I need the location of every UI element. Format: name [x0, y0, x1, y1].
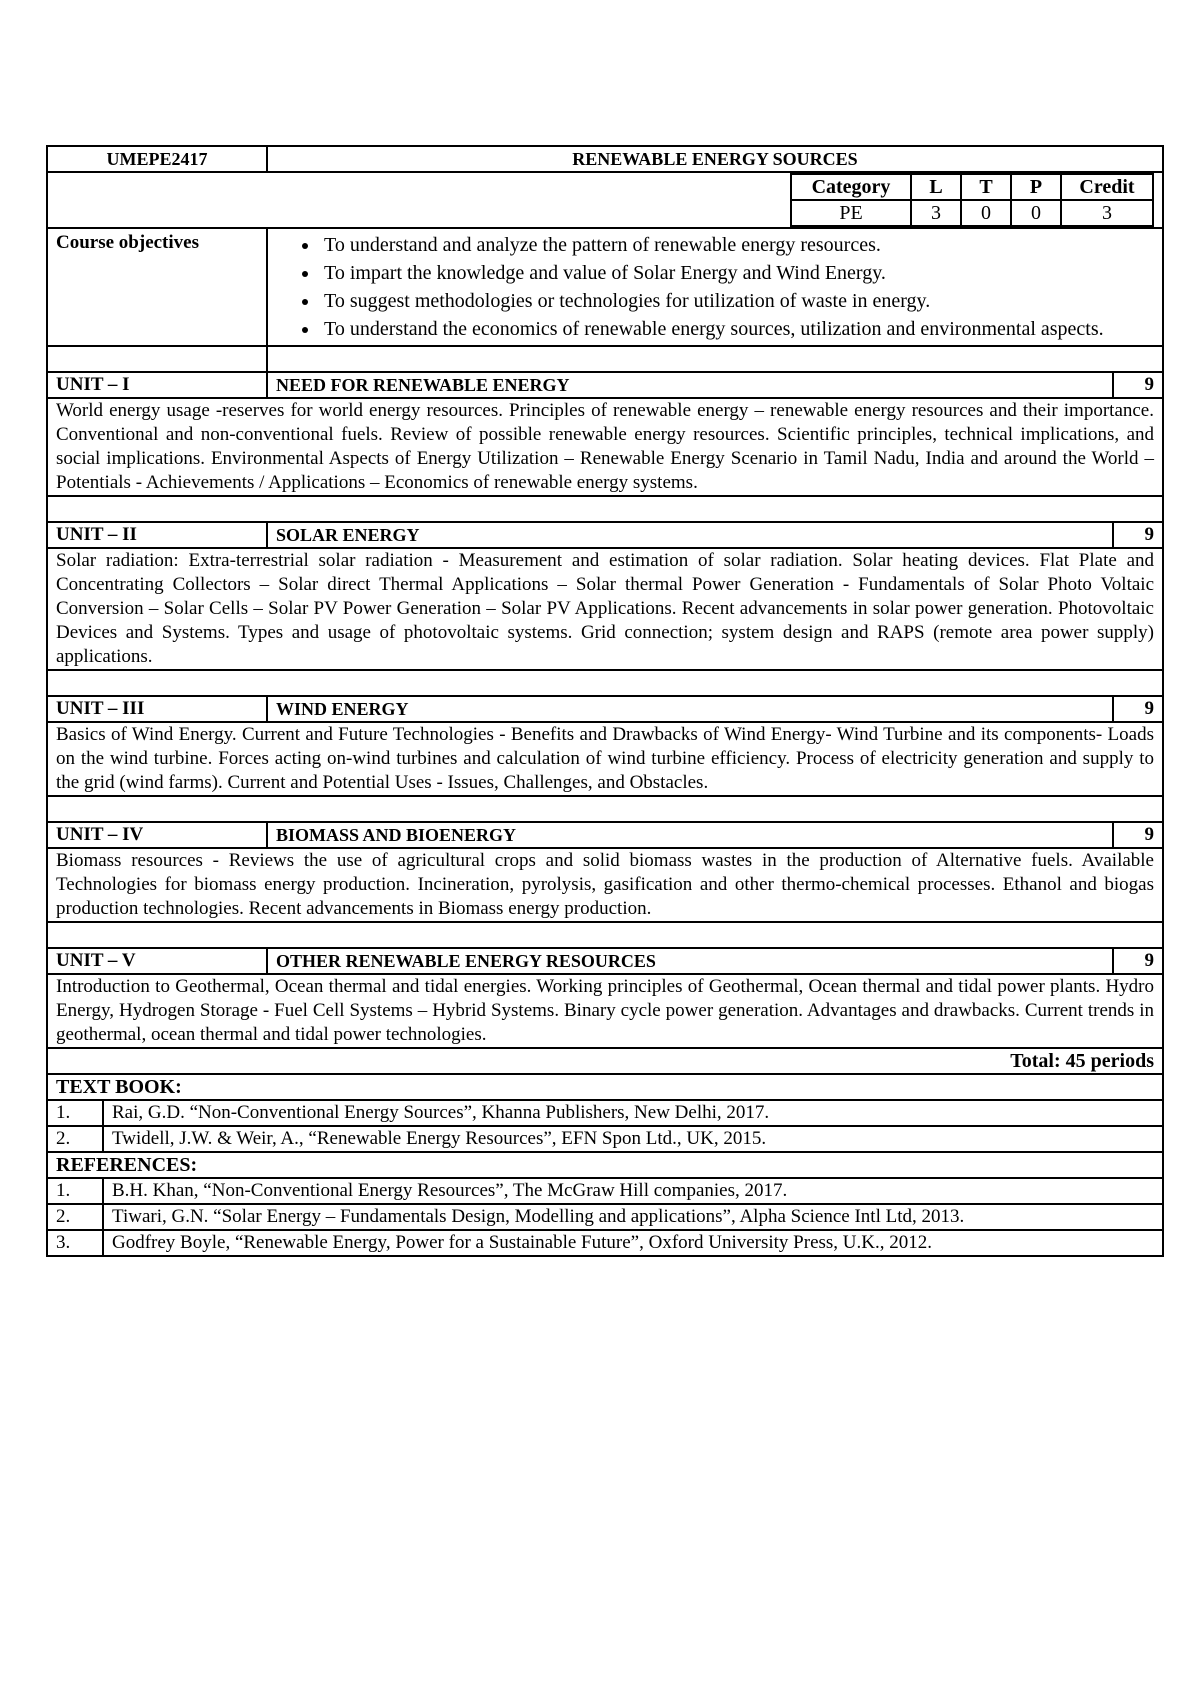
list-item — [47, 1204, 1163, 1230]
spacer-row — [47, 496, 1163, 522]
unit-label: UNIT – IV — [47, 822, 267, 848]
references-heading-row — [47, 1152, 1163, 1178]
credit-header: Credit — [1061, 174, 1153, 200]
item-text: B.H. Khan, “Non-Conventional Energy Resources”, The McGraw Hill companies, 2017. — [103, 1178, 1163, 1204]
p-header: P — [1011, 174, 1061, 200]
unit-hours: 9 — [1113, 948, 1163, 974]
spacer-row — [47, 796, 1163, 822]
unit-content: Biomass resources - Reviews the use of agricultural crops and solid biomass wastes in the production of Alternative fuels. Available Technologies for biomass energy production. Incineration, pyrolysis, gasification and other thermo-chemical processes. Ethanol and biogas production technologies. Recent advancements in Biomass energy production. — [47, 848, 1163, 922]
unit-content: Introduction to Geothermal, Ocean thermal and tidal energies. Working principles of Geothermal, Ocean thermal and tidal power plants. Hydro Energy, Hydrogen Storage - Fuel Cell Systems – Hybrid Systems. Binary cycle power generation. Advantages and drawbacks. Current trends in geothermal, ocean thermal and tidal power technologies. — [47, 974, 1163, 1048]
list-item — [47, 1230, 1163, 1256]
references-heading: REFERENCES: — [47, 1152, 1163, 1178]
unit-label: UNIT – I — [47, 372, 267, 398]
spacer-row — [47, 670, 1163, 696]
unit-header-row — [47, 948, 1163, 974]
unit-content: Basics of Wind Energy. Current and Future Technologies - Benefits and Drawbacks of Wind Energy- Wind Turbine and its components- Loads on the wind turbine. Forces acting on-wind turbines and calculation of wind turbine efficiency. Process of electricity generation and supply to the grid (wind farms). Current and Potential Uses - Issues, Challenges, and Obstacles. — [47, 722, 1163, 796]
unit-hours: 9 — [1113, 696, 1163, 722]
unit-title: BIOMASS AND BIOENERGY — [267, 822, 1113, 848]
unit-content-row — [47, 722, 1163, 796]
objective-item: • To impart the knowledge and value of Solar Energy and Wind Energy. — [320, 259, 1154, 287]
item-number: 1. — [47, 1178, 103, 1204]
item-text: Tiwari, G.N. “Solar Energy – Fundamentals Design, Modelling and applications”, Alpha Science Intl Ltd, 2013. — [103, 1204, 1163, 1230]
total-periods: Total: 45 periods — [47, 1048, 1163, 1074]
course-credits-row — [47, 172, 1163, 228]
unit-content-row — [47, 548, 1163, 670]
unit-hours: 9 — [1113, 522, 1163, 548]
list-item — [47, 1100, 1163, 1126]
objectives-list — [276, 231, 1154, 343]
total-row — [47, 1048, 1163, 1074]
unit-title: NEED FOR RENEWABLE ENERGY — [267, 372, 1113, 398]
item-number: 3. — [47, 1230, 103, 1256]
course-header-row — [47, 146, 1163, 172]
syllabus-table — [46, 145, 1164, 1075]
unit-label: UNIT – III — [47, 696, 267, 722]
t-header: T — [961, 174, 1011, 200]
syllabus-page — [46, 145, 1162, 1257]
unit-label: UNIT – II — [47, 522, 267, 548]
unit-title: SOLAR ENERGY — [267, 522, 1113, 548]
item-number: 2. — [47, 1204, 103, 1230]
textbook-heading-row — [47, 1075, 1163, 1100]
credit-table — [790, 173, 1154, 227]
unit-content-row — [47, 398, 1163, 496]
spacer-row — [47, 922, 1163, 948]
unit-content-row — [47, 974, 1163, 1048]
spacer-row — [47, 346, 1163, 372]
unit-label: UNIT – V — [47, 948, 267, 974]
unit-title: OTHER RENEWABLE ENERGY RESOURCES — [267, 948, 1113, 974]
category-header: Category — [791, 174, 911, 200]
unit-header-row — [47, 372, 1163, 398]
objective-item: • To understand the economics of renewable energy sources, utilization and environmental aspects. — [320, 315, 1154, 343]
item-text: Godfrey Boyle, “Renewable Energy, Power for a Sustainable Future”, Oxford University Press, U.K., 2012. — [103, 1230, 1163, 1256]
unit-hours: 9 — [1113, 372, 1163, 398]
textbook-heading: TEXT BOOK: — [47, 1075, 1163, 1100]
t-value: 0 — [961, 200, 1011, 226]
item-number: 1. — [47, 1100, 103, 1126]
list-item — [47, 1126, 1163, 1152]
objectives-label: Course objectives — [47, 228, 267, 346]
unit-content: World energy usage -reserves for world energy resources. Principles of renewable energy – renewable energy resources and their importance. Conventional and non-conventional fuels. Review of possible renewable energy resources. Scientific principles, technical implications, and social implications. Environmental Aspects of Energy Utilization – Renewable Energy Scenario in Tamil Nadu, India and around the World – Potentials - Achievements / Applications – Economics of renewable energy systems. — [47, 398, 1163, 496]
objectives-row — [47, 228, 1163, 346]
l-header: L — [911, 174, 961, 200]
category-value: PE — [791, 200, 911, 226]
objective-item: • To understand and analyze the pattern of renewable energy resources. — [320, 231, 1154, 259]
unit-hours: 9 — [1113, 822, 1163, 848]
p-value: 0 — [1011, 200, 1061, 226]
unit-content-row — [47, 848, 1163, 922]
unit-title: WIND ENERGY — [267, 696, 1113, 722]
item-text: Rai, G.D. “Non-Conventional Energy Sources”, Khanna Publishers, New Delhi, 2017. — [103, 1100, 1163, 1126]
item-text: Twidell, J.W. & Weir, A., “Renewable Energy Resources”, EFN Spon Ltd., UK, 2015. — [103, 1126, 1163, 1152]
course-code: UMEPE2417 — [47, 146, 267, 172]
unit-header-row — [47, 522, 1163, 548]
l-value: 3 — [911, 200, 961, 226]
books-table — [46, 1075, 1164, 1257]
list-item — [47, 1178, 1163, 1204]
course-title: RENEWABLE ENERGY SOURCES — [267, 146, 1163, 172]
unit-header-row — [47, 696, 1163, 722]
item-number: 2. — [47, 1126, 103, 1152]
credit-value: 3 — [1061, 200, 1153, 226]
unit-header-row — [47, 822, 1163, 848]
unit-content: Solar radiation: Extra-terrestrial solar radiation - Measurement and estimation of solar radiation. Solar heating devices. Flat Plate and Concentrating Collectors – Solar direct Thermal Applications – Solar thermal Power Generation - Fundamentals of Solar Photo Voltaic Conversion – Solar Cells – Solar PV Power Generation – Solar PV Applications. Recent advancements in solar power generation. Photovoltaic Devices and Systems. Types and usage of photovoltaic systems. Grid connection; system design and RAPS (remote area power supply) applications. — [47, 548, 1163, 670]
objective-item: • To suggest methodologies or technologies for utilization of waste in energy. — [320, 287, 1154, 315]
